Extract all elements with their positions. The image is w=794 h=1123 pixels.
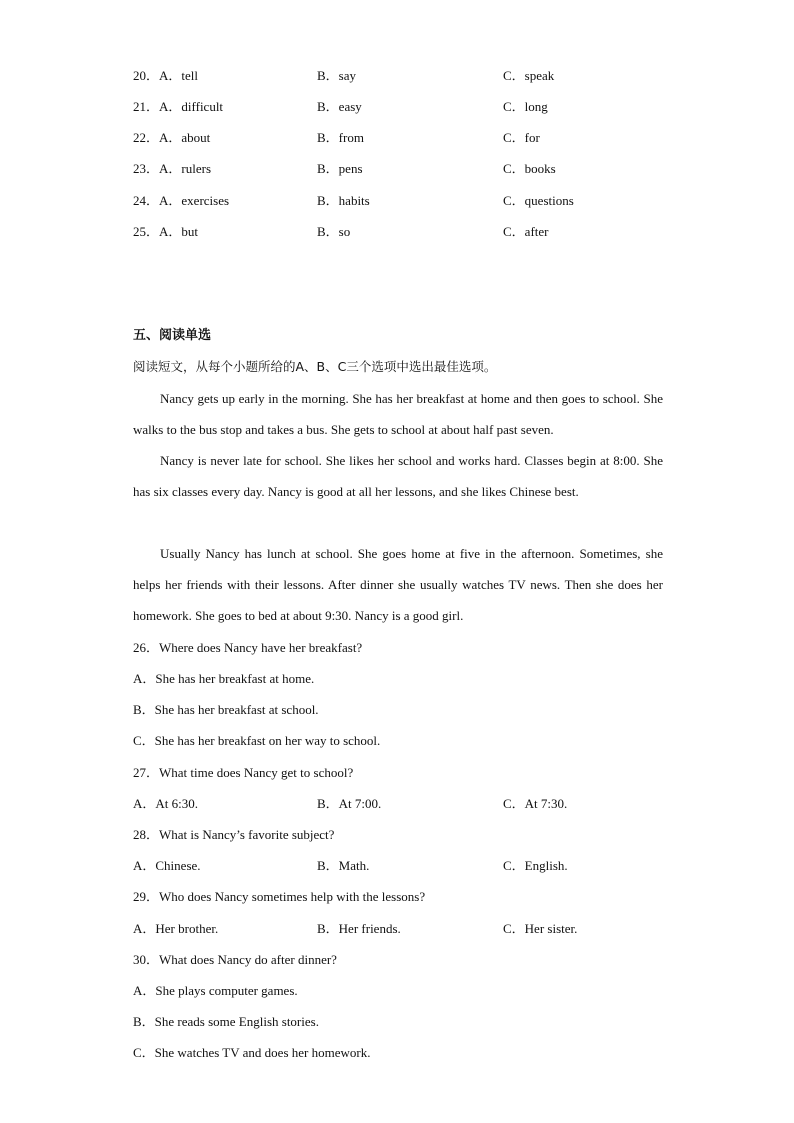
answer-option: B．At 7:00. [317,796,382,811]
cloze-option-a: 25．A．but [133,224,199,239]
cloze-option-b: B．say [317,68,357,83]
cloze-option-a: 21．A．difficult [133,99,224,114]
answer-option: B．Math. [317,858,370,873]
cloze-option-b: B．so [317,224,351,239]
cloze-option-c: C．long [503,99,548,114]
cloze-option-c: C．questions [503,193,574,208]
question-stem: 27．What time does Nancy get to school? [133,765,354,780]
answer-option: C．Her sister. [503,921,578,936]
answer-option: A．At 6:30. [133,796,199,811]
question-stem: 29．Who does Nancy sometimes help with the lessons? [133,889,426,904]
cloze-option-b: B．from [317,130,364,145]
answer-option: C．She has her breakfast on her way to school. [133,733,381,748]
passage-paragraph: Nancy is never late for school. She likes her school and works hard. Classes begin at 8:00. She has six classes every day. Nancy is good at all her lessons, and she likes Chinese best. [133,453,663,500]
section-title: 五、阅读单选 [133,328,212,343]
question-stem: 28．What is Nancy’s favorite subject? [133,827,335,842]
cloze-option-b: B．pens [317,161,363,176]
cloze-option-c: C．books [503,161,556,176]
cloze-option-c: C．speak [503,68,555,83]
answer-option: C．English. [503,858,568,873]
answer-option: C．She watches TV and does her homework. [133,1045,371,1060]
answer-option: B．Her friends. [317,921,401,936]
answer-option: A．Her brother. [133,921,219,936]
cloze-option-c: C．for [503,130,540,145]
passage-paragraph: Nancy gets up early in the morning. She has her breakfast at home and then goes to school. She walks to the bus stop and takes a bus. She gets to school at about half past seven. [133,391,663,438]
passage-paragraph: Usually Nancy has lunch at school. She goes home at five in the afternoon. Sometimes, she helps her friends with their lessons. After dinner she usually watches TV news. Then she does her homework. She goes to bed at about 9:30. Nancy is a good girl. [133,546,663,624]
answer-option: A．She plays computer games. [133,983,298,998]
question-stem: 26．Where does Nancy have her breakfast? [133,640,363,655]
cloze-option-c: C．after [503,224,549,239]
section-instruction: 阅读短文，从每个小题所给的A、B、C三个选项中选出最佳选项。 [133,359,497,374]
cloze-option-a: 20．A．tell [133,68,199,83]
question-stem: 30．What does Nancy do after dinner? [133,952,337,967]
cloze-option-a: 24．A．exercises [133,193,230,208]
cloze-option-a: 22．A．about [133,130,211,145]
answer-option: C．At 7:30. [503,796,568,811]
cloze-option-a: 23．A．rulers [133,161,212,176]
answer-option: B．She reads some English stories. [133,1014,319,1029]
answer-option: A．Chinese. [133,858,201,873]
answer-option: A．She has her breakfast at home. [133,671,315,686]
cloze-option-b: B．easy [317,99,362,114]
answer-option: B．She has her breakfast at school. [133,702,319,717]
cloze-option-b: B．habits [317,193,370,208]
